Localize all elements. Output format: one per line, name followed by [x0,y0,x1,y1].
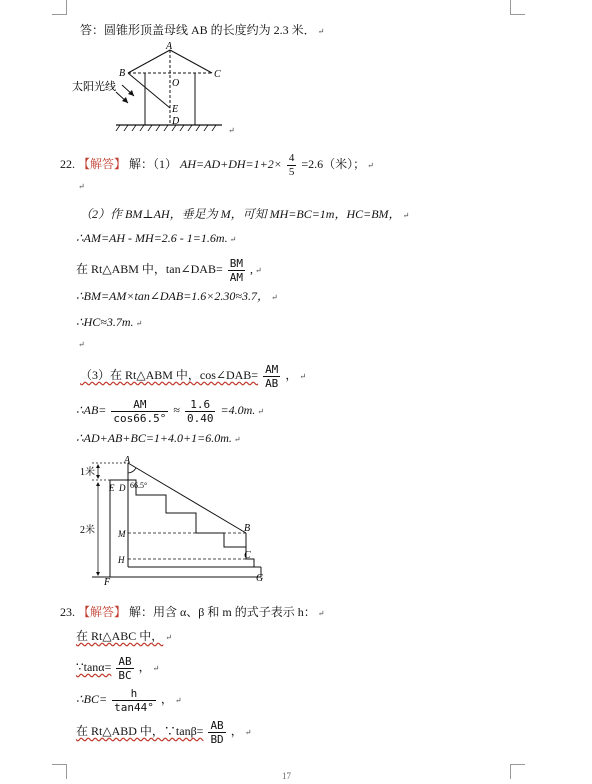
fig1-label-o: O [172,78,180,89]
fig1-label-d: D [172,116,180,127]
q22-empty-line-1: ↵ [78,182,85,191]
fig1-label-c: C [214,69,221,80]
fig2-dim-1m: 1米 [80,467,95,478]
crop-mark-bottom-left [52,764,67,779]
q22-line1: 22. 【解答】 解：（1） AH=AD+DH=1+2× $\frac{4}{5}$ =2.6（米）； ↵ [60,151,374,178]
q23-line3: ∵tanα= $\frac{AB}{BC}$ ， ↵ [76,654,160,682]
fig2-dim-2m: 2米 [80,525,95,536]
q22-line4: 在 Rt△ABM 中，tan∠DAB= $\frac{BM}{AM}$ , ↵ [76,256,262,284]
fig1-label-a: A [166,41,173,52]
q23-frac-ab-bd: $\frac{AB}{BD}$ [210,718,224,746]
q23-line2: 在 Rt△ABC 中， ↵ [76,629,172,643]
answer-21-text: 答：圆锥形顶盖母线 AB 的长度约为 2.3 米． ↵ [80,23,325,37]
fig1-sun-label: 太阳光线 [72,81,116,93]
crop-mark-top-right [510,0,525,15]
crop-mark-top-left [52,0,67,15]
q22-line3: ∴AM=AH - MH=2.6 - 1=1.6m. ↵ [76,231,237,245]
figure-stairs [76,455,276,585]
page-number: 17 [282,771,291,781]
fig2-label-f: F [104,577,111,585]
fig2-label-b: B [244,523,251,534]
q22-frac-am-cos: $\frac{AM}{\cos 66.5^\circ}$ [113,397,167,425]
fig1-label-b: B [119,68,126,79]
crop-mark-bottom-right [510,764,525,779]
q22-tag: 【解答】 [78,157,127,171]
fig2-angle: 66.5° [130,481,148,490]
fig2-label-g: G [256,573,264,584]
q22-line9: ∴AD+AB+BC=1+4.0+1=6.0m. ↵ [76,431,241,445]
q22-frac-am-ab: $\frac{AM}{AB}$ [265,362,279,390]
q22-line5: ∴BM=AM×tan∠DAB=1.6×2.30≈3.7， ↵ [76,289,278,303]
q22-line7: （3）在 Rt△ABM 中，cos∠DAB= $\frac{AM}{AB}$ ， ↵ [80,362,307,390]
fig1-return-mark: ↵ [228,126,235,135]
fig2-label-m: M [118,529,126,539]
q22-line6: ∴HC≈3.7m. ↵ [76,315,143,329]
q22-line2: （2）作 BM⊥AH，垂足为 M，可知 MH=BC=1m，HC=BM， ↵ [80,207,410,221]
q23-line5: 在 Rt△ABD 中，∵tanβ= $\frac{AB}{BD}$ ， ↵ [76,718,252,746]
figure-cone-roof [70,40,240,140]
q22-frac-16-040: $\frac{1.6}{0.40}$ [186,397,214,425]
q22-frac-4-5: $\frac{4}{5}$ [288,151,295,178]
q23-line1: 23. 【解答】 解：用含 α、β 和 m 的式子表示 h： ↵ [60,605,325,619]
q23-frac-ab-bc: $\frac{AB}{BC}$ [118,654,132,682]
fig2-label-e: E [109,483,115,493]
fig2-label-a: A [124,455,131,466]
q23-tag: 【解答】 [78,605,127,619]
q22-empty-line-2: ↵ [78,340,85,349]
q23-frac-h-tan44: $\frac{h}{\tan 44^\circ}$ [114,686,154,714]
q23-line4: ∴BC= $\frac{h}{\tan 44^\circ}$ ， ↵ [76,686,182,714]
fig2-label-d: D [119,483,126,493]
fig1-label-e: E [172,104,179,115]
q22-line8: ∴AB= $\frac{AM}{\cos 66.5^\circ}$ ≈ $\frac{1.6}{0.40}$ =4.0m. ↵ [76,397,264,425]
fig2-label-c: C [244,550,251,561]
q22-frac-bm-am: $\frac{BM}{AM}$ [229,256,243,284]
fig2-label-h: H [118,555,125,565]
